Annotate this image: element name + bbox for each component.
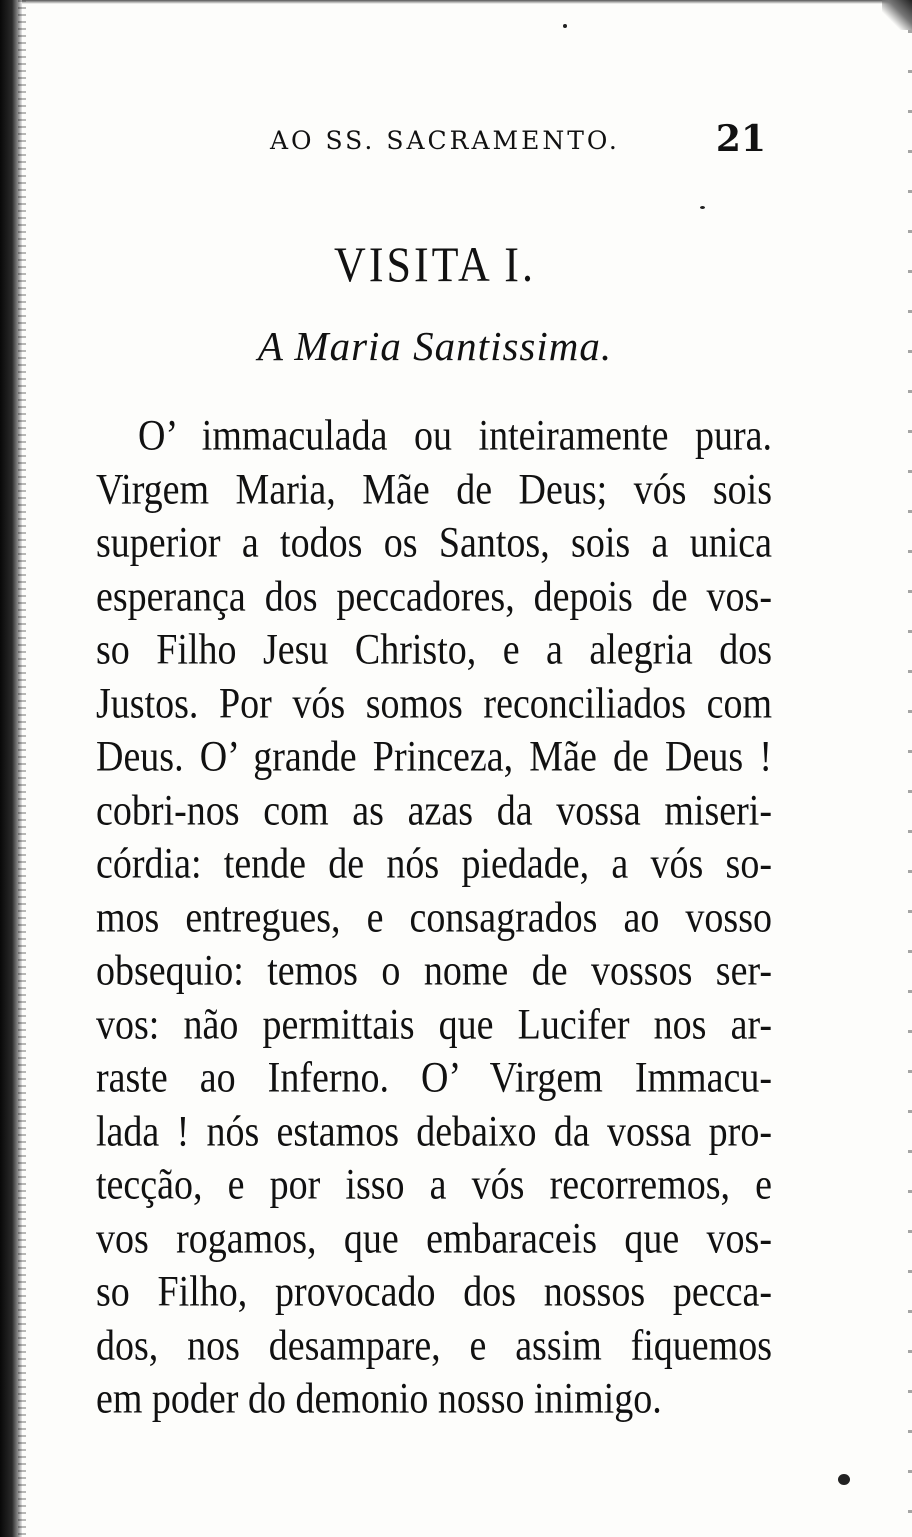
text-line: superior a todos os Santos, sois a unica bbox=[96, 518, 772, 567]
text-line: Virgem Maria, Mãe de Deus; vós sois bbox=[96, 465, 772, 514]
text-line: vos rogamos, que embaraceis que vos- bbox=[96, 1214, 772, 1263]
ink-speck bbox=[563, 24, 567, 28]
page-number: 21 bbox=[715, 118, 766, 160]
text-line: Deus. O’ grande Princeza, Mãe de Deus ! bbox=[96, 732, 772, 781]
body-text bbox=[96, 410, 772, 1427]
text-line: esperança dos peccadores, depois de vos- bbox=[96, 572, 772, 621]
text-line: obsequio: temos o nome de vossos ser- bbox=[96, 946, 772, 995]
page-right-edge bbox=[908, 30, 912, 1537]
section-title: VISITA I. bbox=[334, 237, 536, 292]
text-line: O’ immaculada ou inteiramente pura. bbox=[138, 411, 772, 460]
section-subtitle: A Maria Santissima. bbox=[257, 323, 613, 369]
spine-texture bbox=[18, 0, 26, 1537]
text-line: Justos. Por vós somos reconciliados com bbox=[96, 679, 772, 728]
ink-speck bbox=[838, 1474, 850, 1485]
text-line: mos entregues, e consagrados ao vosso bbox=[96, 893, 772, 942]
text-line: so Filho, provocado dos nossos pecca- bbox=[96, 1267, 772, 1316]
text-line: cobri-nos com as azas da vossa miseri- bbox=[96, 786, 772, 835]
text-line: vos: não permittais que Lucifer nos ar- bbox=[96, 1000, 772, 1049]
text-line: dos, nos desampare, e assim fiquemos bbox=[96, 1321, 772, 1370]
page-corner-fold bbox=[882, 0, 912, 30]
text-line: raste ao Inferno. O’ Virgem Immacu- bbox=[96, 1053, 772, 1102]
text-line: em poder do demonio nosso inimigo. bbox=[96, 1374, 662, 1423]
ink-speck bbox=[700, 206, 705, 209]
text-line: córdia: tende de nós piedade, a vós so- bbox=[96, 839, 772, 888]
text-line: so Filho Jesu Christo, e a alegria dos bbox=[96, 625, 772, 674]
page-header bbox=[270, 118, 770, 162]
text-line: tecção, e por isso a vós recorremos, e bbox=[96, 1160, 772, 1209]
running-head: AO SS. SACRAMENTO. bbox=[270, 126, 620, 155]
page-top-edge bbox=[22, 0, 912, 4]
text-line: lada ! nós estamos debaixo da vossa pro- bbox=[96, 1107, 772, 1156]
